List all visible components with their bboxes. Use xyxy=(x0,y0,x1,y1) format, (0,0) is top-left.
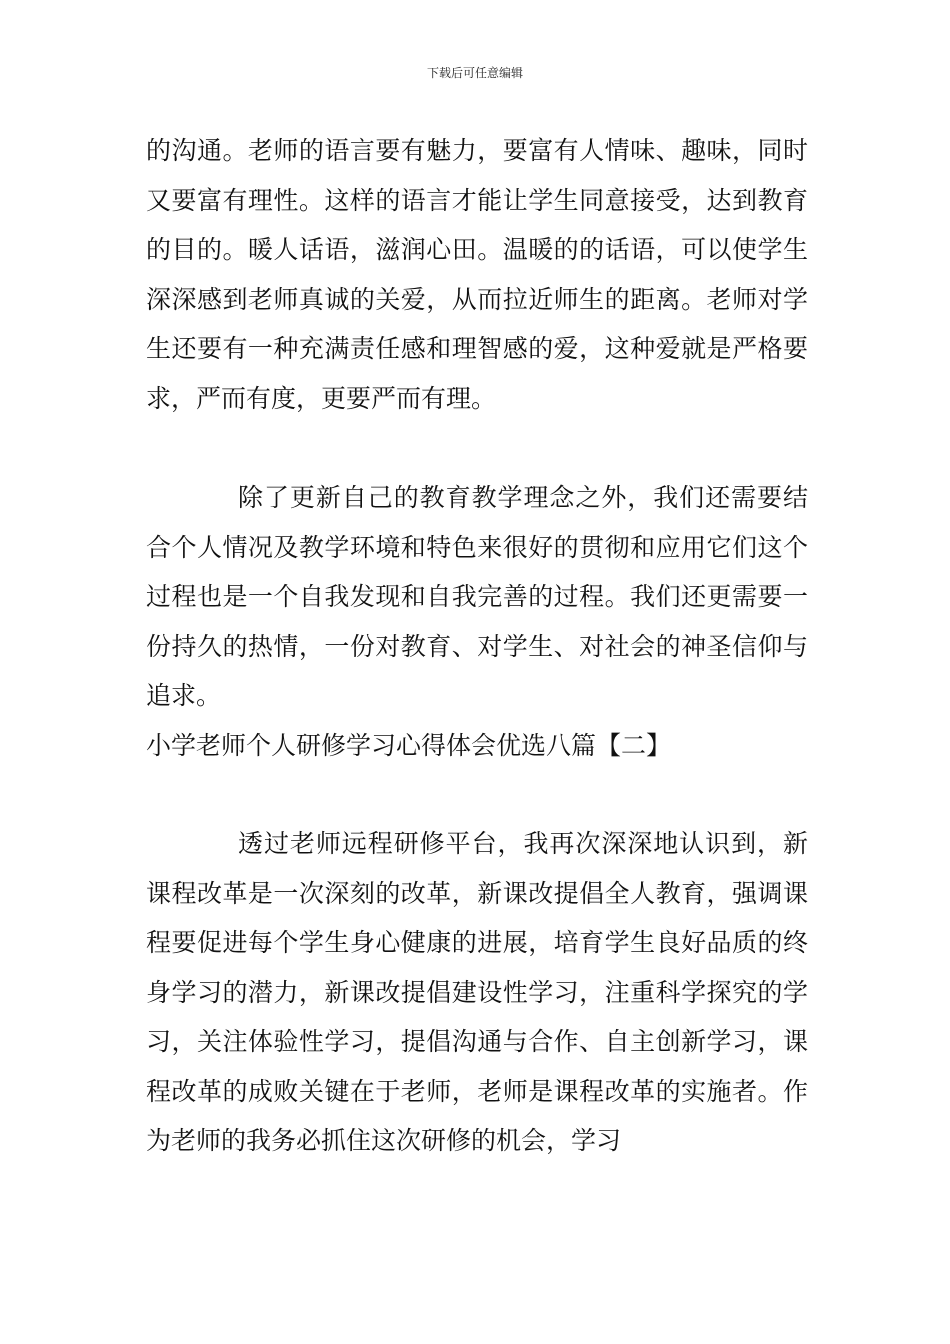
page-header-note: 下载后可任意编辑 xyxy=(426,66,523,80)
section-heading: 小学老师个人研修学习心得体会优选八篇【二】 xyxy=(146,730,672,760)
paragraph-3: 透过老师远程研修平台，我再次深深地认识到，新课程改革是一次深刻的改革，新课改提倡全人教育，强调课程要促进每个学生身心健康的进展，培育学生良好品质的终身学习的潜力，新课改提倡建设性学习，注重科学探究的学习，关注体验性学习，提倡沟通与合作、自主创新学习，课程改革的成败关键在于老师，老师是课程改革的实施者。作为老师的我务必抓住这次研修的机会，学习 xyxy=(146,829,808,1155)
paragraph-2: 除了更新自己的教育教学理念之外，我们还需要结合个人情况及教学环境和特色来很好的贯彻和应用它们这个过程也是一个自我发现和自我完善的过程。我们还更需要一份持久的热情，一份对教育、对学生、对社会的神圣信仰与追求。 xyxy=(146,483,808,710)
paragraph-1: 的沟通。老师的语言要有魅力，要富有人情味、趣味，同时又要富有理性。这样的语言才能让学生同意接受，达到教育的目的。暖人话语，滋润心田。温暖的的话语，可以使学生深深感到老师真诚的关爱，从而拉近师生的距离。老师对学生还要有一种充满责任感和理智感的爱，这种爱就是严格要求，严而有度，更要严而有理。 xyxy=(146,136,808,413)
document-body xyxy=(146,126,808,1166)
